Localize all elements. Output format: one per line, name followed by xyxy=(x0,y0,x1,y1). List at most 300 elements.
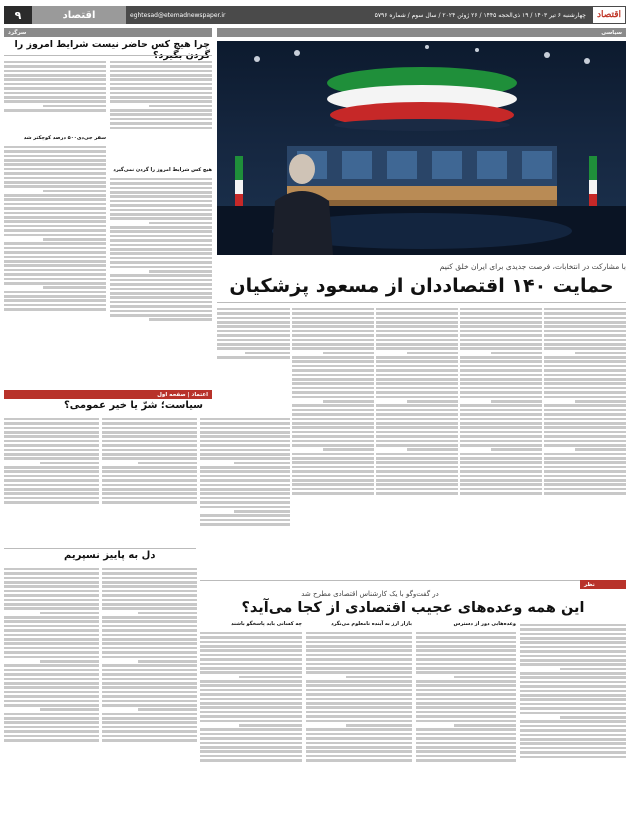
text-line xyxy=(376,339,458,342)
left-body-2 xyxy=(4,59,106,134)
text-line xyxy=(4,87,106,90)
text-line xyxy=(407,400,458,403)
text-line xyxy=(544,413,626,416)
text-line xyxy=(460,461,542,464)
text-line xyxy=(520,672,626,675)
text-line xyxy=(4,212,106,215)
text-line xyxy=(292,488,374,491)
text-line xyxy=(4,457,99,460)
text-line xyxy=(544,391,626,394)
text-line xyxy=(376,360,458,363)
text-line xyxy=(560,668,626,671)
main-body-col-2 xyxy=(460,306,542,576)
text-line xyxy=(4,678,99,681)
text-line xyxy=(292,312,374,315)
text-line xyxy=(460,325,542,328)
text-line xyxy=(376,347,458,350)
text-line xyxy=(4,100,106,103)
text-line xyxy=(102,440,197,443)
text-line xyxy=(544,365,626,368)
text-line xyxy=(110,191,212,194)
text-line xyxy=(292,343,374,346)
text-line xyxy=(407,352,458,355)
text-line xyxy=(416,636,516,639)
text-line xyxy=(376,365,458,368)
text-line xyxy=(102,717,197,720)
main-body-col-3 xyxy=(376,306,458,576)
text-line xyxy=(544,444,626,447)
text-line xyxy=(544,418,626,421)
text-line xyxy=(544,347,626,350)
text-line xyxy=(292,360,374,363)
text-line xyxy=(102,695,197,698)
text-line xyxy=(306,702,412,705)
text-line xyxy=(200,755,302,758)
text-line xyxy=(110,226,212,229)
text-line xyxy=(200,750,302,753)
text-line xyxy=(200,470,290,473)
text-line xyxy=(416,759,516,762)
text-line xyxy=(575,448,626,451)
text-line xyxy=(520,663,626,666)
text-line xyxy=(4,730,99,733)
text-line xyxy=(4,172,106,175)
text-line xyxy=(520,698,626,701)
text-line xyxy=(200,440,290,443)
text-line xyxy=(110,87,212,90)
text-line xyxy=(416,671,516,674)
text-line xyxy=(292,431,374,434)
text-line xyxy=(40,708,99,711)
text-line xyxy=(520,690,626,693)
text-line xyxy=(376,461,458,464)
text-line xyxy=(110,283,212,286)
text-line xyxy=(376,378,458,381)
text-line xyxy=(460,378,542,381)
text-line xyxy=(43,190,106,193)
text-line xyxy=(110,195,212,198)
text-line xyxy=(110,274,212,277)
text-line xyxy=(376,440,458,443)
text-line xyxy=(306,684,412,687)
text-line xyxy=(544,312,626,315)
text-line xyxy=(520,628,626,631)
text-line xyxy=(200,689,302,692)
text-line xyxy=(306,750,412,753)
text-line xyxy=(520,685,626,688)
text-line xyxy=(520,641,626,644)
text-line xyxy=(4,61,106,64)
text-line xyxy=(4,185,106,188)
text-line xyxy=(4,435,99,438)
middle-kicker: اعتماد | صفحه اول xyxy=(4,390,212,399)
text-line xyxy=(4,150,106,153)
text-line xyxy=(149,222,212,225)
text-line xyxy=(376,325,458,328)
text-line xyxy=(4,83,106,86)
text-line xyxy=(520,725,626,728)
text-line xyxy=(110,310,212,313)
text-line xyxy=(376,453,458,456)
text-line xyxy=(4,470,99,473)
text-line xyxy=(102,422,197,425)
text-line xyxy=(217,334,290,337)
text-line xyxy=(102,479,197,482)
text-line xyxy=(544,404,626,407)
text-line xyxy=(200,733,302,736)
text-line xyxy=(376,382,458,385)
left-kicker: سرگرد xyxy=(4,28,212,37)
text-line xyxy=(376,409,458,412)
text-line xyxy=(416,632,516,635)
text-line xyxy=(376,396,458,399)
text-line xyxy=(102,488,197,491)
text-line xyxy=(460,396,542,399)
text-line xyxy=(149,270,212,273)
text-line xyxy=(4,92,106,95)
bottom-left-headline[interactable]: دل به پاییز نسپریم xyxy=(64,550,156,561)
dateline: چهارشنبه ۶ تیر ۱۴۰۳ / ۱۹ ذی‌الحجه ۱۴۴۵ / ۲۶ ژوئن ۲۰۲۴ / سال سوم / شماره ۵۷۹۶ xyxy=(374,11,586,19)
text-line xyxy=(416,720,516,723)
text-line xyxy=(200,435,290,438)
text-line xyxy=(110,109,212,112)
text-line xyxy=(544,440,626,443)
text-line xyxy=(376,312,458,315)
text-line xyxy=(102,427,197,430)
text-line xyxy=(4,260,106,263)
text-line xyxy=(138,462,197,465)
text-line xyxy=(200,706,302,709)
text-line xyxy=(4,721,99,724)
text-line xyxy=(292,479,374,482)
text-line xyxy=(520,646,626,649)
text-line xyxy=(4,308,106,311)
text-line xyxy=(102,669,197,672)
text-line xyxy=(102,647,197,650)
bottom-kicker: نظر xyxy=(580,580,626,589)
text-line xyxy=(460,409,542,412)
text-line xyxy=(306,728,412,731)
text-line xyxy=(4,194,106,197)
text-line xyxy=(460,391,542,394)
left-subhead-1: سفر جی‌دی‌۵۰۰ درصد کوچکتر شد xyxy=(23,135,106,141)
text-line xyxy=(217,339,290,342)
text-line xyxy=(200,737,302,740)
text-line xyxy=(416,645,516,648)
text-line xyxy=(4,449,99,452)
text-line xyxy=(200,658,302,661)
text-line xyxy=(376,413,458,416)
text-line xyxy=(376,404,458,407)
text-line xyxy=(200,457,290,460)
text-line xyxy=(460,475,542,478)
text-line xyxy=(416,658,516,661)
text-line xyxy=(460,492,542,495)
main-body-col-1 xyxy=(544,306,626,576)
text-line xyxy=(416,702,516,705)
text-line xyxy=(491,448,542,451)
text-line xyxy=(4,207,106,210)
text-line xyxy=(520,703,626,706)
text-line xyxy=(102,466,197,469)
text-line xyxy=(200,514,290,517)
text-line xyxy=(200,427,290,430)
main-subtitle: با مشارکت در انتخابات، فرصت جدیدی برای ایران خلق کنیم xyxy=(439,262,626,271)
text-line xyxy=(4,673,99,676)
text-line xyxy=(376,431,458,434)
text-line xyxy=(416,750,516,753)
text-line xyxy=(102,435,197,438)
middle-headline[interactable]: سیاست؛ شرّ یا خیر عمومی؟ xyxy=(64,400,204,411)
text-line xyxy=(102,721,197,724)
text-line xyxy=(460,444,542,447)
text-line xyxy=(4,427,99,430)
newspaper-logo: اقتصاد xyxy=(592,6,626,24)
text-line xyxy=(544,409,626,412)
text-line xyxy=(217,308,290,311)
debate-stage-illustration xyxy=(217,41,626,255)
text-line xyxy=(520,681,626,684)
text-line xyxy=(200,671,302,674)
text-line xyxy=(102,418,197,421)
text-line xyxy=(217,312,290,315)
text-line xyxy=(460,330,542,333)
text-line xyxy=(544,308,626,311)
left-body-3 xyxy=(4,144,106,384)
text-line xyxy=(292,475,374,478)
bottom-subhead-b: بازار ارز به آینده نامعلوم می‌نگرد xyxy=(331,621,412,627)
text-line xyxy=(110,257,212,260)
text-line xyxy=(102,686,197,689)
text-line xyxy=(4,713,99,716)
main-headline[interactable]: حمایت ۱۴۰ اقتصاددان از مسعود پزشکیان xyxy=(229,275,614,297)
text-line xyxy=(102,616,197,619)
text-line xyxy=(376,444,458,447)
text-line xyxy=(4,256,106,259)
text-line xyxy=(460,440,542,443)
text-line xyxy=(4,234,106,237)
text-line xyxy=(292,426,374,429)
text-line xyxy=(200,444,290,447)
text-line xyxy=(520,751,626,754)
text-line xyxy=(4,585,99,588)
text-line xyxy=(110,187,212,190)
text-line xyxy=(306,759,412,762)
text-line xyxy=(4,109,106,112)
text-line xyxy=(376,470,458,473)
text-line xyxy=(102,678,197,681)
text-line xyxy=(217,321,290,324)
text-line xyxy=(110,261,212,264)
text-line xyxy=(200,501,290,504)
text-line xyxy=(102,599,197,602)
text-line xyxy=(102,691,197,694)
text-line xyxy=(102,730,197,733)
text-line xyxy=(200,484,290,487)
text-line xyxy=(200,418,290,421)
section-title: اقتصاد xyxy=(32,6,126,24)
text-line xyxy=(4,638,99,641)
text-line xyxy=(544,382,626,385)
text-line xyxy=(110,301,212,304)
bottom-headline[interactable]: این همه وعده‌های عجیب اقتصادی از کجا می‌آید؟ xyxy=(241,600,585,616)
text-line xyxy=(460,317,542,320)
text-line xyxy=(102,629,197,632)
text-line xyxy=(520,659,626,662)
text-line xyxy=(544,317,626,320)
text-line xyxy=(4,726,99,729)
text-line xyxy=(376,374,458,377)
text-line xyxy=(4,299,106,302)
text-line xyxy=(102,642,197,645)
text-line xyxy=(323,448,374,451)
text-line xyxy=(544,360,626,363)
text-line xyxy=(4,651,99,654)
text-line xyxy=(416,742,516,745)
text-line xyxy=(544,479,626,482)
text-line xyxy=(217,317,290,320)
text-line xyxy=(4,291,106,294)
text-line xyxy=(306,649,412,652)
text-line xyxy=(4,607,99,610)
text-line xyxy=(102,470,197,473)
text-line xyxy=(544,470,626,473)
text-line xyxy=(460,321,542,324)
text-line xyxy=(40,462,99,465)
text-line xyxy=(4,282,106,285)
text-line xyxy=(306,671,412,674)
text-line xyxy=(4,295,106,298)
contact-email[interactable]: eghtesad@etemadnewspaper.ir xyxy=(130,11,226,19)
text-line xyxy=(323,352,374,355)
text-line xyxy=(4,568,99,571)
text-line xyxy=(376,457,458,460)
text-line xyxy=(110,74,212,77)
text-line xyxy=(306,733,412,736)
text-line xyxy=(200,497,290,500)
text-line xyxy=(4,484,99,487)
text-line xyxy=(306,737,412,740)
text-line xyxy=(110,100,212,103)
text-line xyxy=(460,343,542,346)
text-line xyxy=(544,369,626,372)
text-line xyxy=(102,444,197,447)
text-line xyxy=(292,461,374,464)
text-line xyxy=(110,61,212,64)
text-line xyxy=(4,203,106,206)
text-line xyxy=(376,391,458,394)
text-line xyxy=(138,660,197,663)
text-line xyxy=(460,466,542,469)
text-line xyxy=(110,118,212,121)
text-line xyxy=(416,641,516,644)
text-line xyxy=(4,444,99,447)
main-kicker: سیاسی xyxy=(217,28,626,37)
text-line xyxy=(544,488,626,491)
text-line xyxy=(292,317,374,320)
text-line xyxy=(4,65,106,68)
text-line xyxy=(102,484,197,487)
text-line xyxy=(102,492,197,495)
text-line xyxy=(102,457,197,460)
text-line xyxy=(200,632,302,635)
text-line xyxy=(43,105,106,108)
text-line xyxy=(416,667,516,670)
text-line xyxy=(4,177,106,180)
text-line xyxy=(110,92,212,95)
text-line xyxy=(520,712,626,715)
text-line xyxy=(376,317,458,320)
text-line xyxy=(217,343,290,346)
text-line xyxy=(376,369,458,372)
bottom-body-col-1 xyxy=(520,622,626,816)
text-line xyxy=(520,676,626,679)
debate-photo xyxy=(217,41,626,255)
text-line xyxy=(306,755,412,758)
text-line xyxy=(102,475,197,478)
text-line xyxy=(575,400,626,403)
text-line xyxy=(110,122,212,125)
text-line xyxy=(102,497,197,500)
text-line xyxy=(306,641,412,644)
text-line xyxy=(416,649,516,652)
text-line xyxy=(200,466,290,469)
text-line xyxy=(544,457,626,460)
text-line xyxy=(102,651,197,654)
text-line xyxy=(110,204,212,207)
text-line xyxy=(460,457,542,460)
text-line xyxy=(454,724,516,727)
text-line xyxy=(416,737,516,740)
text-line xyxy=(200,663,302,666)
text-line xyxy=(102,594,197,597)
text-line xyxy=(102,590,197,593)
text-line xyxy=(460,435,542,438)
text-line xyxy=(460,365,542,368)
text-line xyxy=(4,717,99,720)
text-line xyxy=(4,501,99,504)
text-line xyxy=(292,308,374,311)
text-line xyxy=(102,664,197,667)
text-line xyxy=(460,360,542,363)
main-body-col-4 xyxy=(292,306,374,576)
middle-body-2 xyxy=(102,416,197,546)
text-line xyxy=(4,418,99,421)
text-line xyxy=(4,669,99,672)
text-line xyxy=(460,308,542,311)
text-line xyxy=(292,470,374,473)
text-line xyxy=(544,466,626,469)
text-line xyxy=(245,352,290,355)
text-line xyxy=(544,475,626,478)
text-line xyxy=(292,391,374,394)
text-line xyxy=(416,654,516,657)
text-line xyxy=(102,585,197,588)
text-line xyxy=(110,252,212,255)
text-line xyxy=(306,663,412,666)
text-line xyxy=(306,746,412,749)
text-line xyxy=(460,418,542,421)
left-headline[interactable]: چرا هیچ کس حاضر نیست شرایط امروز را xyxy=(14,39,210,50)
page-header xyxy=(4,6,626,24)
text-line xyxy=(200,667,302,670)
text-line xyxy=(110,113,212,116)
text-line xyxy=(200,746,302,749)
text-line xyxy=(4,695,99,698)
text-line xyxy=(200,488,290,491)
text-line xyxy=(306,636,412,639)
text-line xyxy=(4,220,106,223)
